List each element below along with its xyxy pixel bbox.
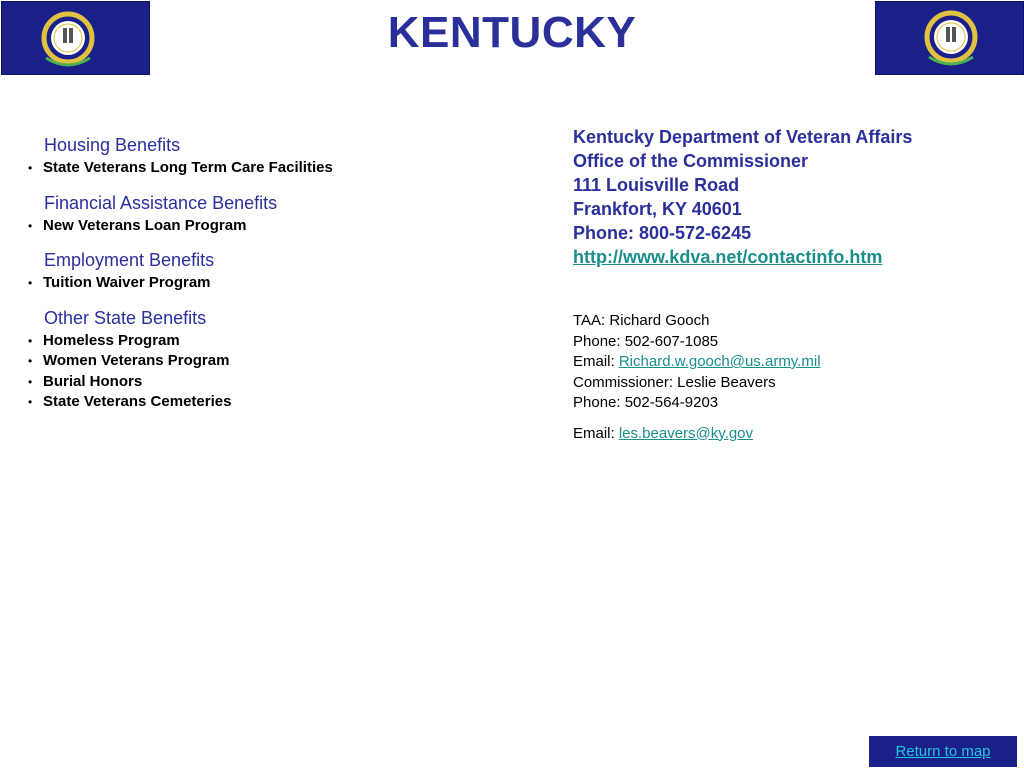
list-item: • Women Veterans Program	[28, 351, 528, 372]
department-city: Frankfort, KY 40601	[573, 199, 742, 219]
department-website-link[interactable]: http://www.kdva.net/contactinfo.htm	[573, 247, 883, 267]
department-street: 111 Louisville Road	[573, 175, 740, 195]
contact-panel	[573, 125, 1013, 444]
kentucky-flag-right	[875, 1, 1024, 75]
list-item: • State Veterans Cemeteries	[28, 392, 528, 413]
list-item: • Tuition Waiver Program	[28, 273, 528, 294]
state-seal-icon	[876, 2, 1023, 74]
department-office: Office of the Commissioner	[573, 151, 809, 171]
taa-email-link[interactable]: Richard.w.gooch@us.army.mil	[618, 353, 821, 370]
email-label: Email:	[573, 353, 619, 370]
return-to-map-button[interactable]: Return to map	[869, 736, 1017, 767]
list-item: • Homeless Program	[28, 331, 528, 352]
section-title: Other State Benefits	[44, 307, 207, 328]
section-title: Financial Assistance Benefits	[44, 192, 278, 213]
other-benefits-section	[28, 307, 528, 413]
section-title: Housing Benefits	[44, 135, 181, 155]
financial-assistance-section	[28, 192, 528, 237]
commissioner-phone: Phone: 502-564-9203	[573, 394, 719, 411]
employment-benefits-section	[28, 249, 528, 294]
commissioner-email-link[interactable]: les.beavers@ky.gov	[618, 424, 754, 442]
section-title: Employment Benefits	[44, 250, 215, 270]
list-item: • State Veterans Long Term Care Facilities	[28, 158, 528, 179]
department-address	[573, 125, 1013, 269]
list-item: • Burial Honors	[28, 372, 528, 393]
taa-name: TAA: Richard Gooch	[573, 312, 710, 329]
department-phone: Phone: 800-572-6245	[573, 223, 752, 243]
page-title: KENTUCKY	[387, 8, 637, 57]
contact-details	[573, 311, 1013, 444]
list-item: • New Veterans Loan Program	[28, 216, 528, 237]
email-label: Email:	[573, 424, 619, 442]
taa-phone: Phone: 502-607-1085	[573, 332, 719, 350]
benefits-list	[28, 134, 528, 426]
housing-benefits-section	[28, 134, 528, 179]
commissioner-name: Commissioner: Leslie Beavers	[573, 373, 776, 391]
department-name: Kentucky Department of Veteran Affairs	[573, 127, 913, 147]
